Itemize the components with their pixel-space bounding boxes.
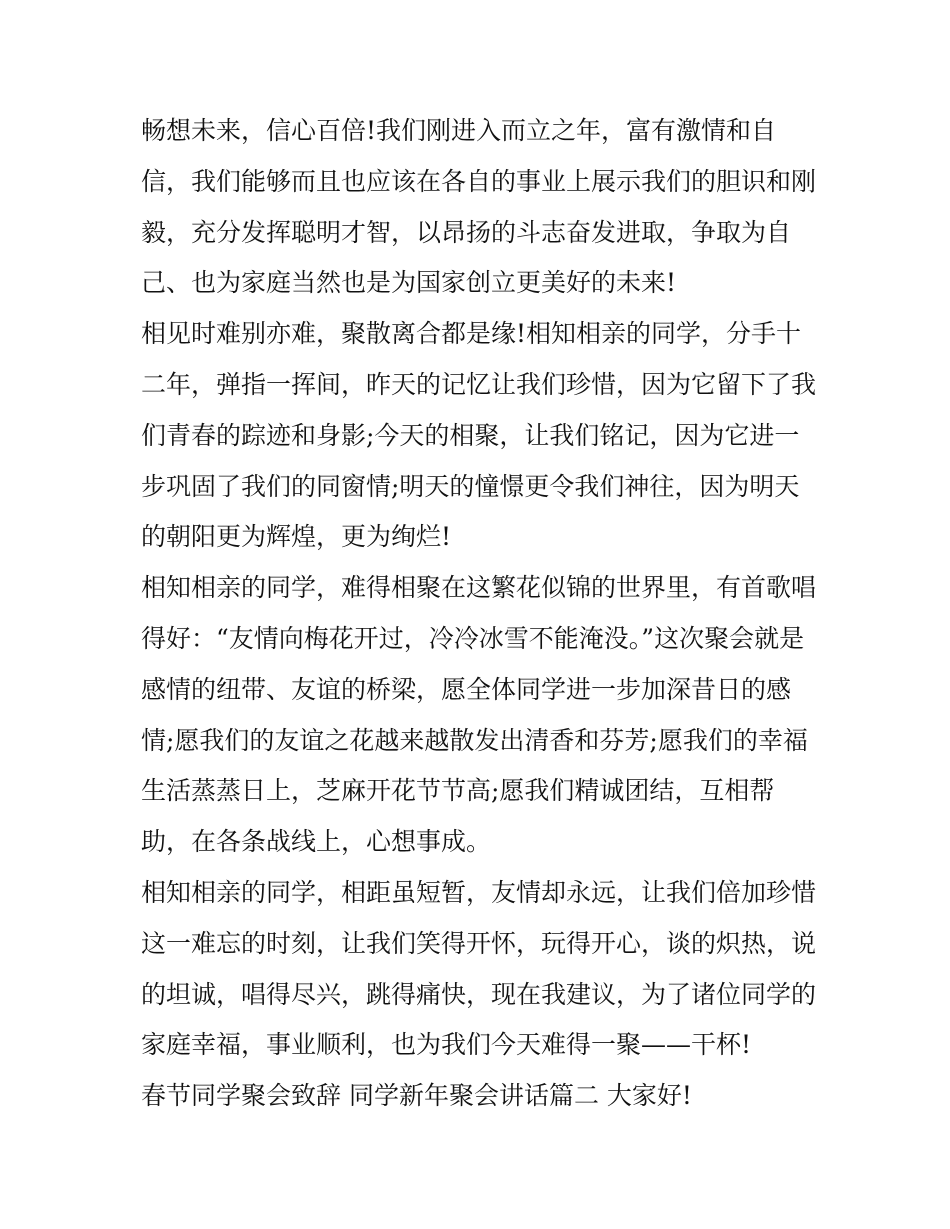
text-line-6: 二年，弹指一挥间，昨天的记忆让我们珍惜，因为它留下了我 xyxy=(141,369,817,399)
text-line-8: 步巩固了我们的同窗情;明天的憧憬更令我们神往，因为明天 xyxy=(141,471,800,501)
text-line-1: 畅想未来，信心百倍!我们刚进入而立之年，富有激情和自 xyxy=(141,116,777,145)
text-line-5: 相见时难别亦难，聚散离合都是缘!相知相亲的同学，分手十 xyxy=(141,319,802,349)
text-line-7: 们青春的踪迹和身影;今天的相聚，让我们铭记，因为它进一 xyxy=(141,420,800,450)
text-line-16: 相知相亲的同学，相距虽短暂，友情却永远，让我们倍加珍惜 xyxy=(141,877,817,907)
text-line-18: 的坦诚，唱得尽兴，跳得痛快，现在我建议，为了诸位同学的 xyxy=(141,979,817,1009)
text-line-9: 的朝阳更为辉煌，更为绚烂! xyxy=(141,522,452,552)
text-line-17: 这一难忘的时刻，让我们笑得开怀，玩得开心，谈的炽热，说 xyxy=(141,928,817,958)
text-line-4: 己、也为家庭当然也是为国家创立更美好的未来! xyxy=(141,268,677,298)
text-line-2: 信，我们能够而且也应该在各自的事业上展示我们的胆识和刚 xyxy=(141,166,817,196)
text-line-3: 毅，充分发挥聪明才智，以昂扬的斗志奋发进取，争取为自 xyxy=(141,217,792,247)
text-line-13: 情;愿我们的友谊之花越来越散发出清香和芬芳;愿我们的幸福 xyxy=(141,725,808,755)
document-body xyxy=(141,106,821,1122)
text-line-14: 生活蒸蒸日上，芝麻开花节节高;愿我们精诚团结，互相帮 xyxy=(141,776,775,806)
text-line-11: 得好：“友情向梅花开过，冷冷冰雪不能淹没。”这次聚会就是 xyxy=(141,623,805,653)
text-line-10: 相知相亲的同学，难得相聚在这繁花似锦的世界里，有首歌唱 xyxy=(141,573,817,603)
text-line-20: 春节同学聚会致辞 同学新年聚会讲话篇二 大家好! xyxy=(141,1081,692,1111)
text-line-15: 助，在各条战线上，心想事成。 xyxy=(141,827,492,857)
text-line-19: 家庭幸福，事业顺利，也为我们今天难得一聚——干杯! xyxy=(141,1030,752,1060)
text-line-12: 感情的纽带、友谊的桥梁，愿全体同学进一步加深昔日的感 xyxy=(141,674,792,704)
